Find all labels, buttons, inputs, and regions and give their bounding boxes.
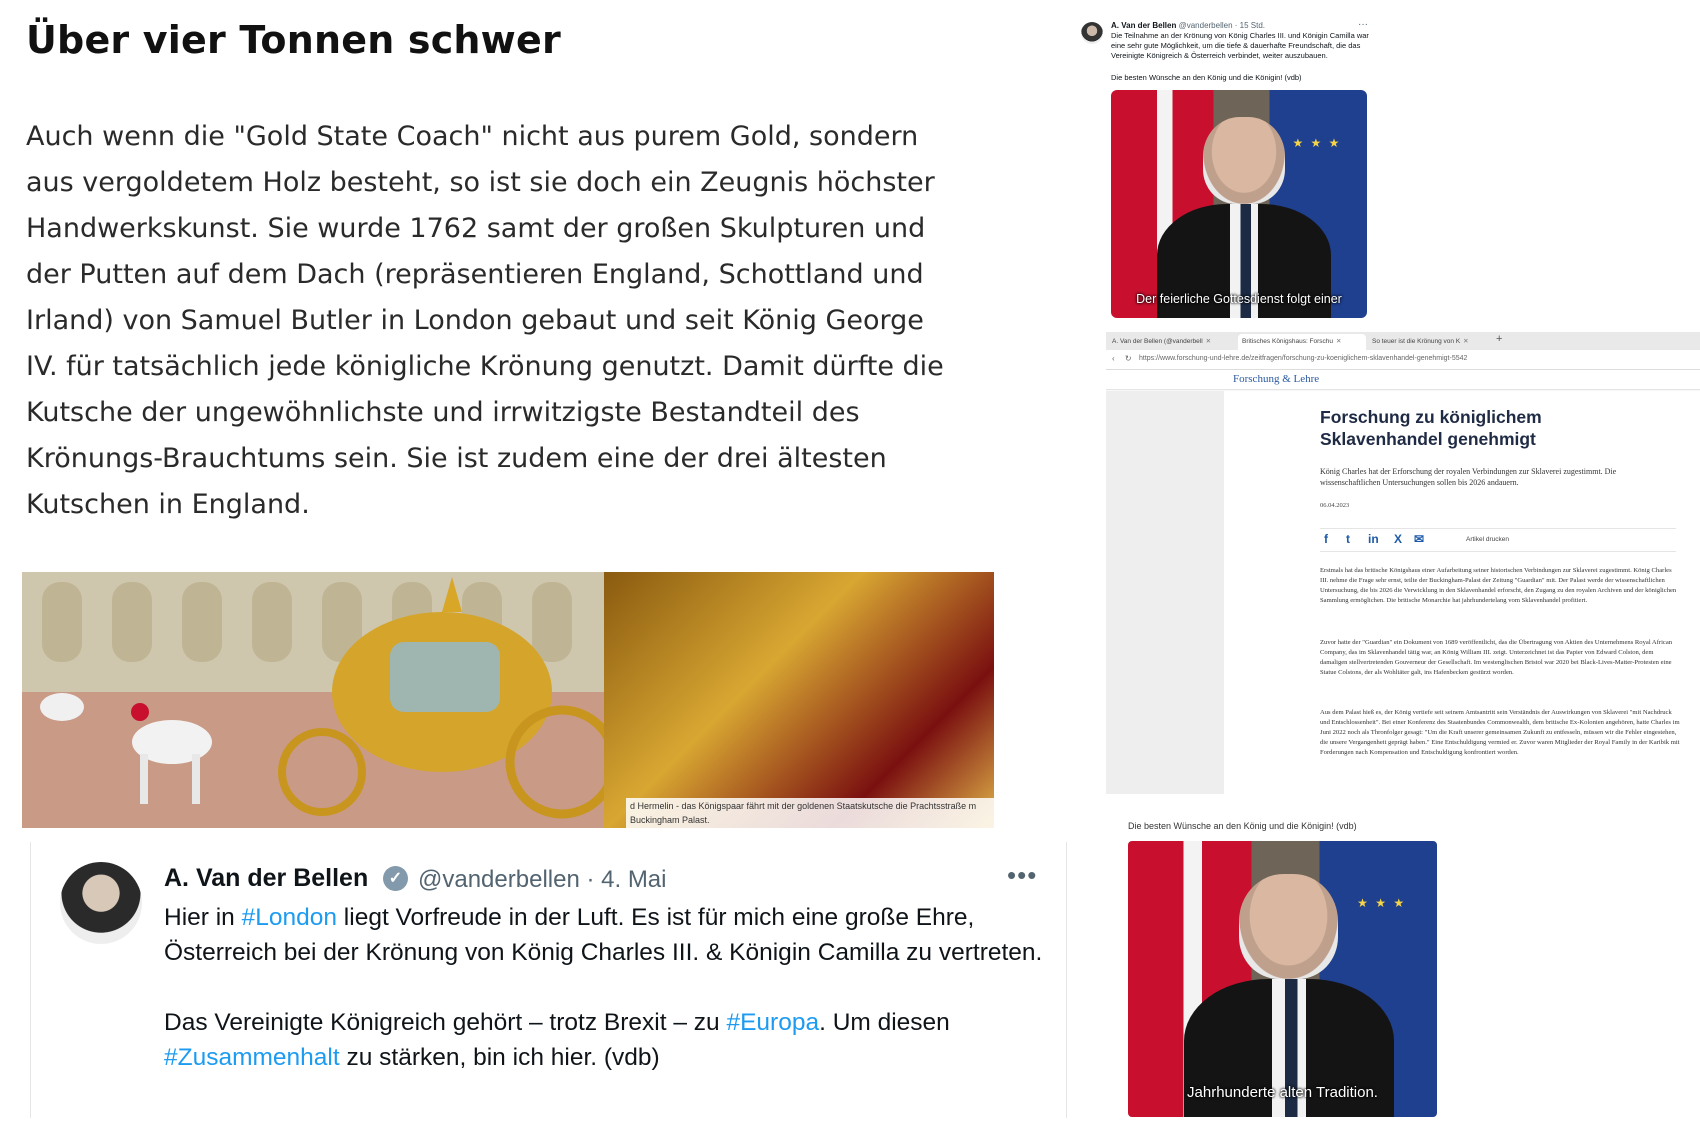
article-paragraph: Aus dem Palast hieß es, der König vertiefe seit seinem Amtsantritt sein Verständnis der Auswirkungen von Sklaverei "mit Nachdruck und Entschlossenheit". Bei einer Konferenz des Staatenbundes Commonwealth, dem britische Ex-Kolonien angehören, hatte Charles im Juni 2022 noch als Thronfolger gesagt: "Um die Kraft unserer gemeinsamen Zukunft zu entfesseln, müssen wir die Fehler eingestehen, die unsere Vergangenheit geprägt haben." Eine Entschuldigung vermied er. Zuvor waren Mitglieder der Royal Family in der Karibik mit Forderungen nach Kompensation und Entschuldigung konfrontiert worden. — [1320, 709, 1680, 756]
tab-forschung[interactable] — [1238, 334, 1366, 350]
eu-stars-icon: ★ ★ ★ — [1357, 896, 1407, 911]
small-tweet-meta[interactable]: @vanderbellen · 15 Std. — [1178, 21, 1265, 30]
tab-label: Britisches Königshaus: Forschu — [1242, 338, 1334, 345]
tab-twitter[interactable] — [1108, 334, 1236, 350]
tweet-text — [164, 900, 1044, 1075]
tab-close-icon[interactable]: ✕ — [1336, 338, 1342, 345]
nav-icons[interactable]: ‹ ↻ — [1112, 354, 1136, 363]
tweet-text-segment: Hier in — [164, 904, 242, 931]
tab-label: So teuer ist die Krönung von K — [1372, 338, 1461, 345]
coach-illustration — [22, 572, 604, 828]
xing-icon[interactable]: X — [1394, 532, 1403, 546]
tab-kroenung[interactable] — [1368, 334, 1492, 350]
browser-window — [1106, 332, 1700, 794]
avatar[interactable] — [60, 862, 142, 944]
page-gutter — [1106, 391, 1224, 794]
tweet-author[interactable]: A. Van der Bellen — [164, 864, 369, 892]
coronation-photo — [604, 572, 994, 828]
article-body: Auch wenn die "Gold State Coach" nicht aus purem Gold, sondern aus vergoldetem Holz besteht, so ist sie doch ein Zeugnis höchster Handwerkskunst. Sie wurde 1762 samt der großen Skulpturen und der Putten auf dem Dach (repräsentieren England, Schottland und Irland) von Samuel Butler in London gebaut und seit König George IV. für tatsächlich jede königliche Krönung genutzt. Damit dürfte die Kutsche der ungewöhnlichste und irrwitzigste Bestandteil des Krönungs-Brauchtums sein. Sie ist zudem eine der drei ältesten Kutschen in England. — [26, 121, 944, 520]
more-options-icon[interactable]: ••• — [1007, 860, 1038, 890]
email-icon[interactable]: ✉ — [1414, 532, 1425, 546]
speaker-head — [1239, 874, 1338, 979]
hashtag-europa[interactable]: #Europa — [726, 1009, 820, 1036]
small-tweet-author[interactable]: A. Van der Bellen — [1111, 21, 1177, 30]
image-caption: d Hermelin - das Königspaar fährt mit der goldenen Staatskutsche die Prachtsstraße m Buckingham Palast. — [626, 798, 994, 828]
tab-bar — [1106, 332, 1700, 350]
tweet-video[interactable] — [1111, 90, 1367, 318]
print-article-link[interactable]: Artikel drucken — [1466, 536, 1509, 543]
article-paragraph: Zuvor hatte der "Guardian" ein Dokument von 1689 veröffentlicht, das die Übertragung von Aktien des Unternehmens Royal African Company, das im Sklavenhandel tätig war, an König William III. zeigt. Unterzeichnet ist das Papier von Edward Colston, dem damaligen stellvertretenden Gouverneur der Gesellschaft. Im westenglischen Bristol war 2020 bei Black-Lives-Matter-Protesten eine Statue Colstons, der als Wohltäter galt, ins Hafenbecken gestürzt worden. — [1320, 639, 1673, 676]
article-date: 06.04.2023 — [1320, 502, 1350, 509]
tweet-text-segment: . Um diesen — [819, 1009, 950, 1036]
tweet-text-segment: liegt Vorfreude in der Luft. Es ist für mich eine große Ehre, Österreich bei der Krönung von König Charles III. & Königin Camilla zu vertreten. — [164, 904, 1043, 966]
site-header — [1106, 370, 1700, 390]
article-paragraph: Erstmals hat das britische Königshaus einer Aufarbeitung seiner historischen Verbindungen zur Sklaverei zugestimmt. König Charles III. nehme die Frage sehr ernst, teilte der Buckingham-Palast der Zeitung "Guardian" mit. Der Palast werde der wissenschaftlichen Untersuchung, die bis 2026 die Verwicklung in den Sklavenhandel erforscht, den Zugang zu den royalen Archiven und der königlichen Sammlung ermöglichen. Die britische Monarchie hat jahrhundertelang vom Sklavenhandel profitiert. — [1320, 567, 1677, 604]
small-tweet-text: Die Teilnahme an der Krönung von König Charles III. und Königin Camilla war eine sehr gute Möglichkeit, um die tiefe & dauerhafte Freundschaft, die das Vereinigte Königreich & Österreich verbindet, weiter auszubauen. — [1111, 31, 1369, 60]
linkedin-icon[interactable]: in — [1368, 532, 1379, 546]
small-tweet-more-icon[interactable]: ··· — [1358, 19, 1368, 30]
address-bar[interactable] — [1106, 350, 1700, 370]
tab-label: A. Van der Bellen (@vanderbell — [1112, 338, 1203, 345]
gold-state-coach-image — [22, 572, 994, 828]
share-bar — [1320, 528, 1676, 552]
tweet-text-segment: Das Vereinigte Königreich gehört – trotz Brexit – zu — [164, 1009, 727, 1036]
new-tab-button[interactable]: + — [1496, 333, 1503, 345]
article-title: Über vier Tonnen schwer — [26, 18, 561, 62]
tab-close-icon[interactable]: ✕ — [1463, 338, 1469, 345]
page-title: Forschung zu königlichem Sklavenhandel genehmigt — [1320, 407, 1542, 449]
video-subtitle: Der feierliche Gottesdienst folgt einer — [1136, 292, 1342, 306]
small-tweet-wishes: Die besten Wünsche an den König und die Königin! (vdb) — [1111, 73, 1302, 82]
twitter-icon[interactable]: t — [1346, 532, 1350, 546]
small-tweet-header — [1111, 21, 1265, 30]
url-text[interactable]: https://www.forschung-und-lehre.de/zeitfragen/forschung-zu-koeniglichem-sklavenhandel-genehmigt-5542 — [1139, 355, 1468, 362]
statement-video[interactable] — [1128, 841, 1437, 1117]
eu-stars-icon: ★ ★ ★ — [1292, 135, 1342, 150]
article-lead: König Charles hat der Erforschung der royalen Verbindungen zur Sklaverei zugestimmt. Die wissenschaftlichen Untersuchungen sollen bis 2026 andauern. — [1320, 467, 1617, 487]
tweet-handle-date[interactable]: @vanderbellen · 4. Mai — [418, 866, 667, 893]
tab-close-icon[interactable]: ✕ — [1205, 338, 1212, 345]
facebook-icon[interactable]: f — [1324, 532, 1328, 546]
hashtag-zusammenhalt[interactable]: #Zusammenhalt — [164, 1044, 340, 1071]
tweet-text-segment: zu stärken, bin ich hier. (vdb) — [339, 1044, 660, 1071]
video-caption: Die besten Wünsche an den König und die Königin! (vdb) — [1128, 821, 1357, 831]
speaker-head — [1203, 117, 1285, 204]
small-tweet-avatar[interactable] — [1081, 22, 1103, 44]
site-logo[interactable]: Forschung & Lehre — [1233, 373, 1320, 385]
hashtag-london[interactable]: #London — [241, 904, 337, 931]
video-subtitle: Jahrhunderte alten Tradition. — [1187, 1084, 1378, 1101]
verified-badge-icon: ✓ — [383, 866, 408, 891]
